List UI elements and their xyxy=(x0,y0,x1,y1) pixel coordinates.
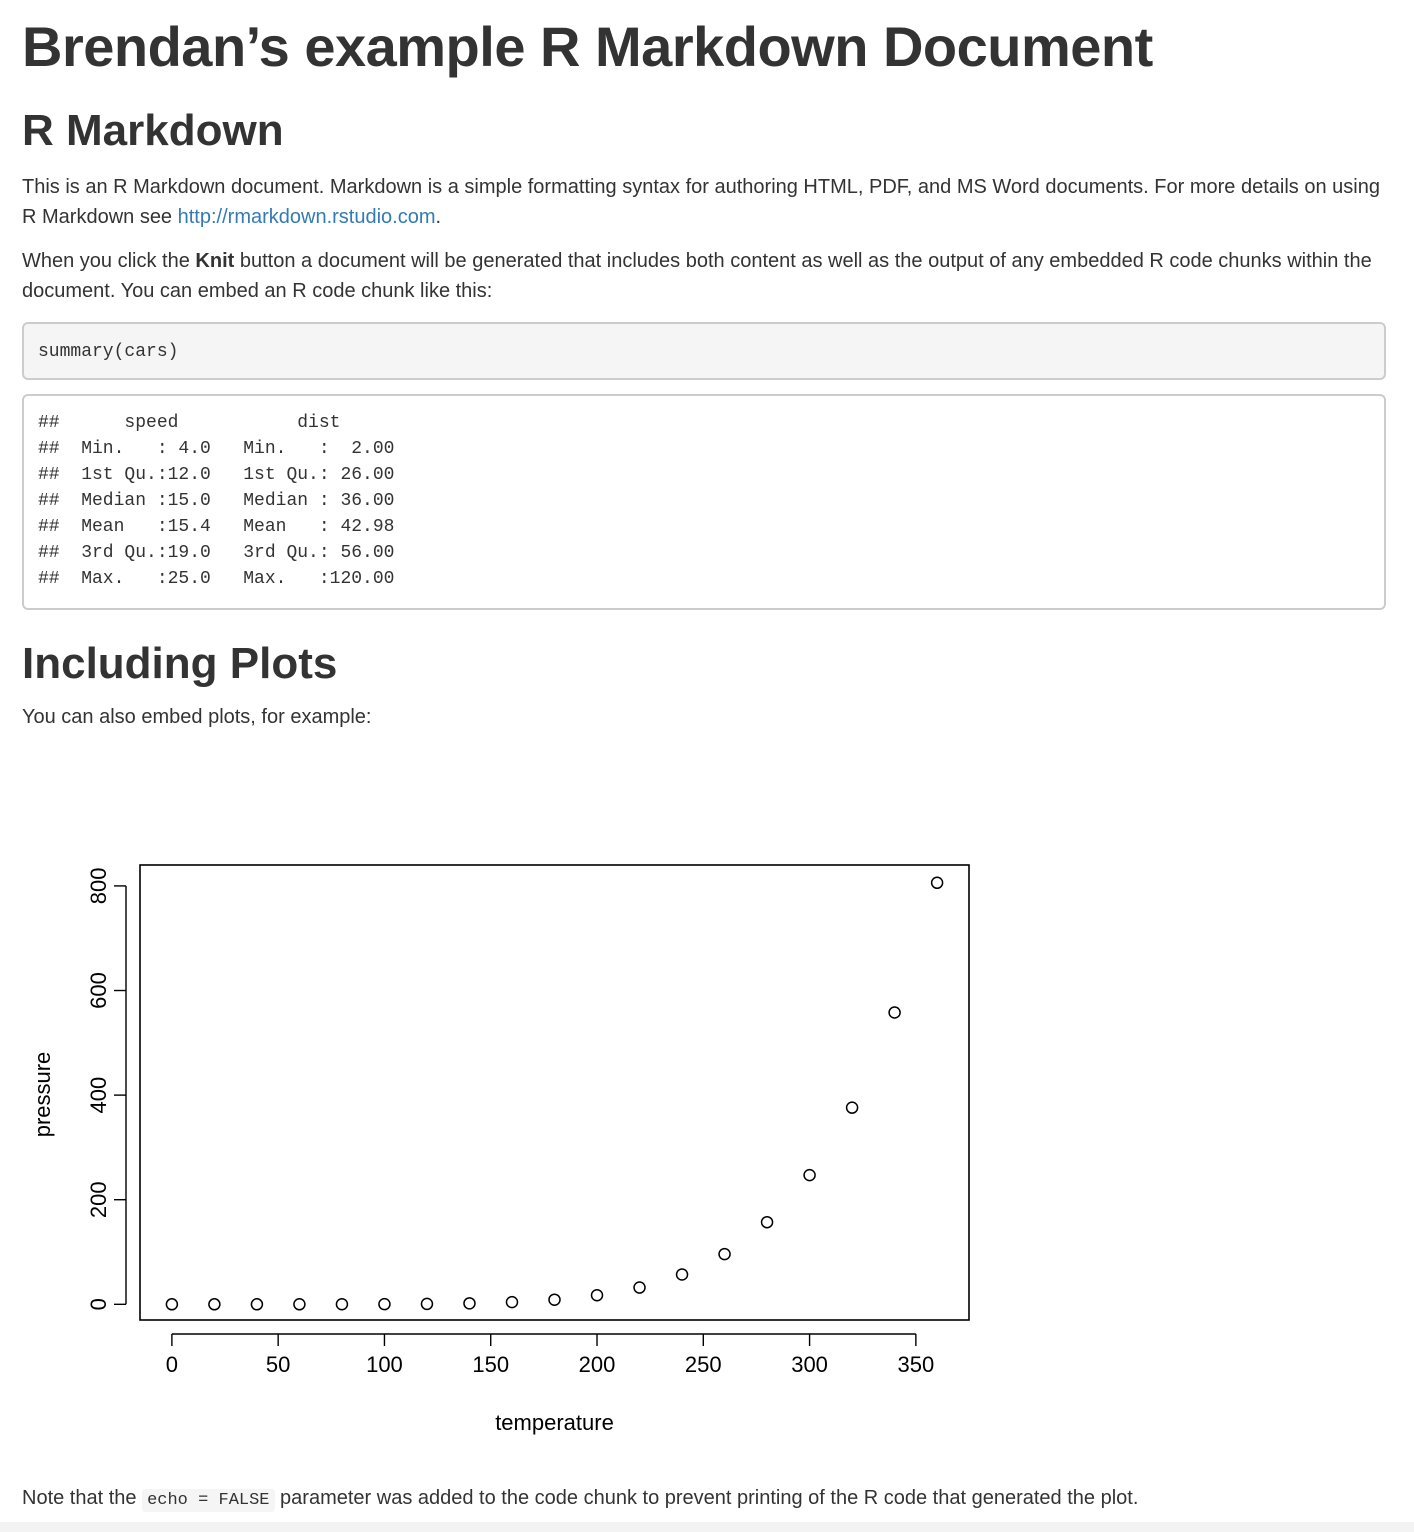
data-point xyxy=(804,1170,815,1181)
y-axis-label: pressure xyxy=(30,1051,55,1138)
y-tick-label: 800 xyxy=(86,867,111,905)
x-axis-label: temperature xyxy=(495,1410,614,1435)
data-point xyxy=(166,1299,177,1310)
data-point xyxy=(464,1298,475,1309)
data-point xyxy=(634,1282,645,1293)
rmarkdown-link[interactable]: http://rmarkdown.rstudio.com xyxy=(177,206,436,228)
data-point xyxy=(549,1294,560,1305)
knit-text-start: When you click the xyxy=(22,250,196,272)
y-tick-label: 400 xyxy=(86,1076,111,1114)
x-tick-label: 350 xyxy=(897,1352,935,1377)
data-point xyxy=(592,1290,603,1301)
data-point xyxy=(379,1299,390,1310)
y-tick-label: 0 xyxy=(86,1298,111,1311)
data-point xyxy=(209,1299,220,1310)
code-output-text: ## speed dist ## Min. : 4.0 Min. : 2.00 ## 1st Qu.:12.0 1st Qu.: 26.00 ## Median :15.0 Median : 36.00 ## Mean :15.4 Mean : 42.98 ## 3rd Qu.:19.0 3rd Qu.: 56.00 ## Max. :25.0 Max. :120.00 xyxy=(38,413,395,589)
note-paragraph xyxy=(22,1483,1138,1516)
code-chunk-input xyxy=(22,322,1386,380)
code-chunk-output xyxy=(22,394,1386,610)
data-point xyxy=(336,1299,347,1310)
data-point xyxy=(294,1299,305,1310)
plots-paragraph: You can also embed plots, for example: xyxy=(22,706,372,728)
intro-text: This is an R Markdown document. Markdown is a simple formatting syntax for authoring HTML, PDF, and MS Word documents. For more details on using R Markdown see xyxy=(22,176,1380,228)
intro-text-end: . xyxy=(435,206,442,228)
x-tick-label: 0 xyxy=(165,1352,179,1377)
x-tick-label: 300 xyxy=(791,1352,828,1377)
data-point xyxy=(889,1007,900,1018)
x-tick-label: 50 xyxy=(265,1352,291,1377)
note-text-end: parameter was added to the code chunk to prevent printing of the R code that generated the plot. xyxy=(274,1487,1139,1509)
knit-text-end: button a document will be generated that includes both content as well as the output of any embedded R code chunks within the document. You can embed an R code chunk like this: xyxy=(22,250,1372,302)
plot-frame xyxy=(140,865,969,1320)
x-tick-label: 200 xyxy=(578,1352,616,1377)
x-tick-label: 150 xyxy=(472,1352,510,1377)
y-tick-label: 200 xyxy=(86,1181,111,1219)
data-point xyxy=(719,1249,730,1260)
data-point xyxy=(421,1298,432,1309)
scatter-plot xyxy=(22,800,1022,1450)
x-tick-label: 250 xyxy=(684,1352,722,1377)
section-heading-including-plots: Including Plots xyxy=(22,639,338,688)
code-input-text: summary(cars) xyxy=(38,342,179,362)
knit-bold: Knit xyxy=(195,250,235,272)
intro-paragraph xyxy=(22,172,1386,232)
data-point xyxy=(677,1269,688,1280)
data-point xyxy=(932,877,943,888)
page-bottom-edge xyxy=(0,1522,1414,1532)
data-point xyxy=(251,1299,262,1310)
section-heading-r-markdown: R Markdown xyxy=(22,106,284,155)
data-point xyxy=(506,1297,517,1308)
data-point xyxy=(762,1217,773,1228)
x-tick-label: 100 xyxy=(366,1352,403,1377)
y-tick-label: 600 xyxy=(86,972,111,1009)
echo-false-code: echo = FALSE xyxy=(142,1489,274,1512)
document-title: Brendan’s example R Markdown Document xyxy=(22,15,1153,78)
note-text-start: Note that the xyxy=(22,1487,143,1509)
knit-paragraph xyxy=(22,246,1386,306)
data-point xyxy=(847,1102,858,1113)
